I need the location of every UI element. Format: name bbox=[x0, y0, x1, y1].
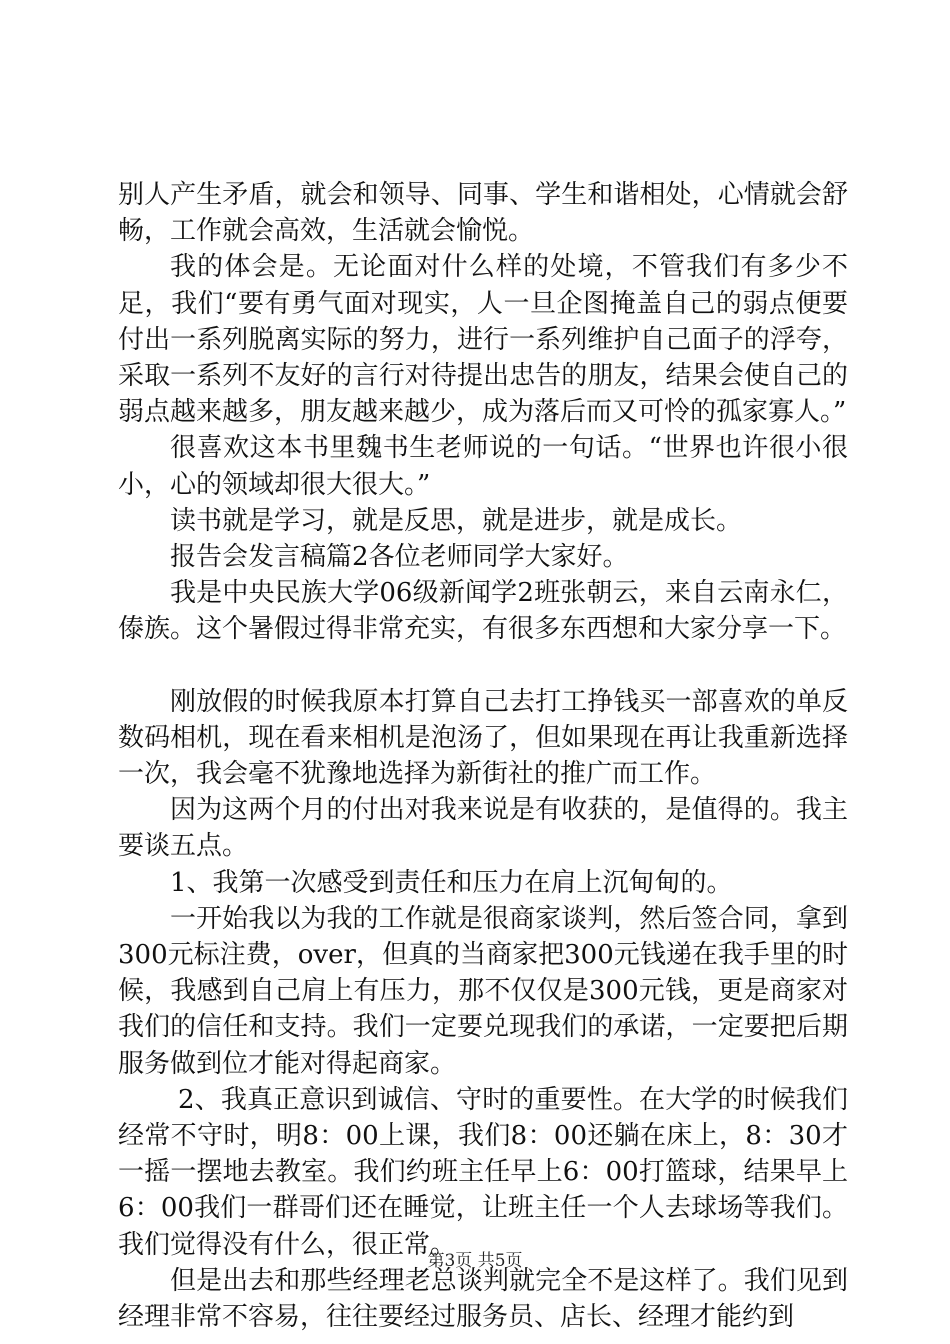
paragraph: 刚放假的时候我原本打算自己去打工挣钱买一部喜欢的单反数码相机，现在看来相机是泡汤了，但如果现在再让我重新选择一次，我会毫不犹豫地选择为新街社的推广而工作。 bbox=[118, 686, 848, 790]
paragraph: 2、我真正意识到诚信、守时的重要性。在大学的时候我们经常不守时，明8：00上课，我们8：00还躺在床上，8：30才一摇一摆地去教室。我们约班主任早上6：00打篮球，结果早上6：00我们一群哥们还在睡觉，让班主任一个人去球场等我们。我们觉得没有什么，很正常。 bbox=[118, 1084, 848, 1260]
body-text bbox=[118, 177, 848, 1335]
paragraph: 我的体会是。无论面对什么样的处境，不管我们有多少不足，我们“要有勇气面对现实，人一旦企图掩盖自己的弱点便要付出一系列脱离实际的努力，进行一系列维护自己面子的浮夸，采取一系列不友好的言行对待提出忠告的朋友，结果会使自己的弱点越来越多，朋友越来越少，成为落后而又可怜的孤家寡人。” bbox=[118, 252, 848, 428]
paragraph: 很喜欢这本书里魏书生老师说的一句话。“世界也许很小很小，心的领域却很大很大。” bbox=[118, 433, 848, 500]
paragraph: 报告会发言稿篇2各位老师同学大家好。 bbox=[170, 542, 629, 573]
paragraph: 一开始我以为我的工作就是很商家谈判，然后签合同，拿到300元标注费，over，但真的当商家把300元钱递在我手里的时候，我感到自己肩上有压力，那不仅仅是300元钱，更是商家对我们的信任和支持。我们一定要兑现我们的承诺，一定要把后期服务做到位才能对得起商家。 bbox=[118, 903, 848, 1079]
paragraph: 但是出去和那些经理老总谈判就完全不是这样了。我们见到经理非常不容易，往往要经过服务员、店长、经理才能约到 bbox=[118, 1265, 848, 1333]
paragraph: 因为这两个月的付出对我来说是有收获的，是值得的。我主要谈五点。 bbox=[118, 795, 848, 862]
paragraph: 我是中央民族大学06级新闻学2班张朝云，来自云南永仁，傣族。这个暑假过得非常充实，有很多东西想和大家分享一下。 bbox=[118, 578, 848, 645]
paragraph: 别人产生矛盾，就会和领导、同事、学生和谐相处，心情就会舒畅，工作就会高效，生活就会愉悦。 bbox=[118, 180, 848, 247]
paragraph: 读书就是学习，就是反思，就是进步，就是成长。 bbox=[170, 505, 743, 536]
page-footer: 第3页 共5页 bbox=[427, 1251, 523, 1271]
paragraph: 1、我第一次感受到责任和压力在肩上沉甸甸的。 bbox=[170, 867, 733, 898]
